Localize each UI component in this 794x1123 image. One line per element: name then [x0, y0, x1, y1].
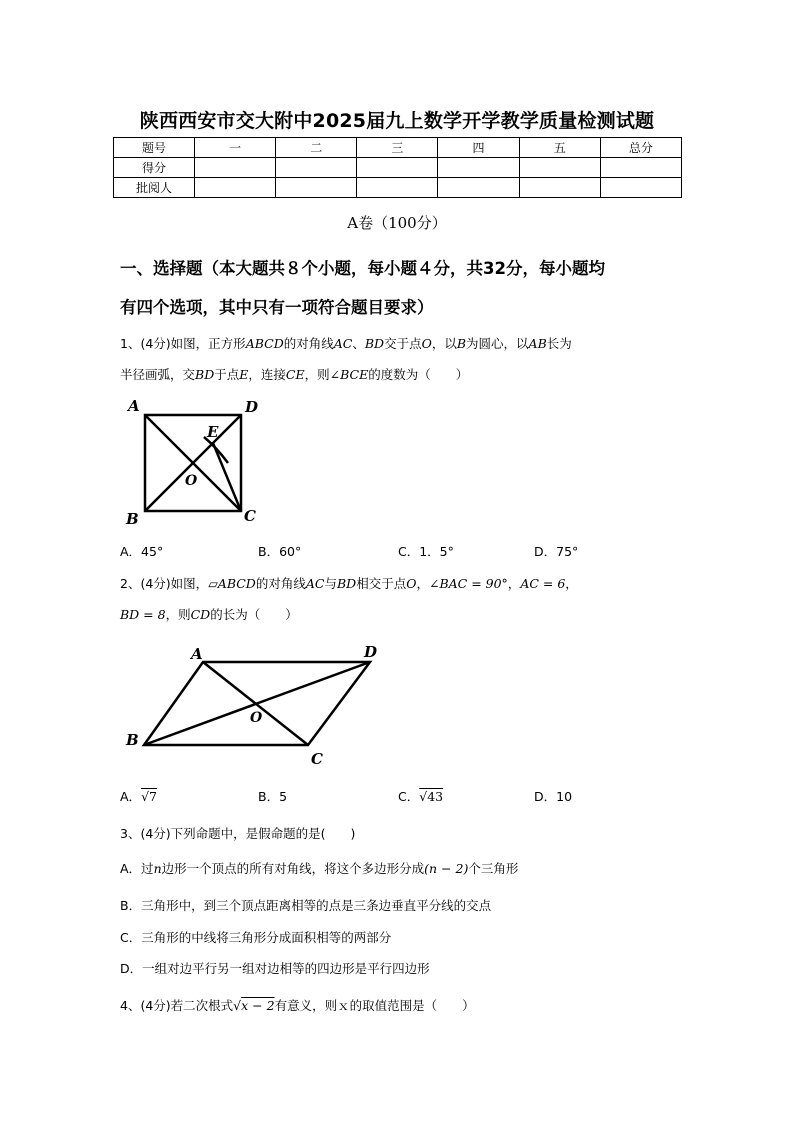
math: O [421, 336, 432, 351]
math: ▱ABCD [208, 576, 256, 591]
score-table-row [114, 158, 682, 178]
q3-option-d[interactable]: D．一组对边平行另一组对边相等的四边形是平行四边形 [120, 961, 430, 976]
q3-option-c[interactable]: C．三角形的中线将三角形分成面积相等的两部分 [120, 930, 392, 945]
text: 边形一个顶点的所有对角线，将这个多边形分成 [161, 861, 425, 876]
text: 的对角线 [255, 576, 306, 591]
q1-option-d[interactable]: D．75° [534, 544, 579, 559]
q3-option-b[interactable]: B．三角形中，到三个顶点距离相等的点是三条边垂直平分线的交点 [120, 898, 492, 913]
section-a-heading: A卷（100分） [347, 214, 447, 232]
score-cell [438, 158, 519, 178]
text: 的对角线 [283, 336, 334, 351]
text: ， [416, 576, 429, 591]
segment-ce [213, 443, 241, 511]
score-cell [276, 158, 357, 178]
text: 个三角形 [468, 861, 519, 876]
math: E [239, 367, 249, 382]
math: n [153, 861, 162, 876]
q2-parallelogram-figure [118, 640, 388, 770]
q4-stem [120, 996, 690, 1014]
q1-option-b[interactable]: B．60° [258, 544, 302, 559]
text: A． [120, 789, 142, 804]
q2-number: 2、(4分) [120, 576, 171, 591]
math: √43 [419, 789, 444, 804]
text: ， [565, 576, 578, 591]
text: A．过 [120, 861, 154, 876]
q1-square-figure [118, 393, 268, 530]
text: 如图，正方形 [170, 336, 246, 351]
text: 交于点 [384, 336, 422, 351]
q1-option-c[interactable]: C．1．5° [398, 544, 454, 559]
score-cell [519, 158, 600, 178]
score-cell [357, 178, 438, 198]
score-header-cell: 一 [195, 138, 276, 158]
math: BD [195, 367, 215, 382]
score-header-cell: 题号 [114, 138, 195, 158]
math: (n − 2) [424, 861, 469, 876]
math: CD [190, 607, 211, 622]
q3-option-a[interactable] [120, 859, 690, 877]
q2-option-d[interactable]: D．10 [534, 789, 573, 804]
score-header-cell: 三 [357, 138, 438, 158]
label-o: O [250, 710, 263, 726]
q3-stem: 3、(4分)下列命题中，是假命题的是( ) [120, 826, 356, 841]
q1-number: 1、(4分) [120, 336, 171, 351]
label-a: A [191, 645, 203, 663]
text: ，以 [431, 336, 457, 351]
text: ，连接 [248, 367, 286, 382]
math: AB [528, 336, 547, 351]
math: x − 2 [241, 998, 275, 1013]
math: B [456, 336, 467, 351]
score-table-header-row [114, 138, 682, 158]
math: CE [285, 367, 305, 382]
math: AC [305, 576, 325, 591]
text: ，则 [165, 607, 191, 622]
score-cell [357, 158, 438, 178]
label-e: E [207, 423, 219, 441]
exam-title: 陕西西安市交大附中2025届九上数学开学教学质量检测试题 [139, 110, 655, 132]
q2-option-b[interactable]: B．5 [258, 789, 288, 804]
text: 相交于点 [356, 576, 407, 591]
score-header-cell: 二 [276, 138, 357, 158]
score-table-row [114, 178, 682, 198]
score-row-label: 批阅人 [114, 178, 195, 198]
math: ∠BAC = 90° [428, 576, 508, 591]
score-table [113, 137, 682, 198]
label-b: B [126, 510, 139, 528]
text: C． [398, 789, 420, 804]
q1-line1 [120, 334, 690, 352]
text: 有意义，则ｘ的取值范围是（ ） [274, 998, 475, 1013]
score-cell [195, 158, 276, 178]
score-cell [438, 178, 519, 198]
math: AC [333, 336, 353, 351]
text: 于点 [214, 367, 240, 382]
q2-line2 [120, 605, 690, 623]
text: 的度数为（ ） [368, 367, 469, 382]
math: ∠BCE [329, 367, 369, 382]
text: 半径画弧，交 [120, 367, 196, 382]
math: O [406, 576, 417, 591]
text: 4、(4分)若二次根式 [120, 998, 234, 1013]
math: ABCD [245, 336, 284, 351]
label-b: B [126, 731, 139, 749]
score-cell [276, 178, 357, 198]
label-d: D [364, 643, 378, 661]
q1-line2 [120, 365, 690, 383]
label-o: O [185, 473, 198, 489]
q2-line1 [120, 574, 690, 592]
part1-title-line2: 有四个选项，其中只有一项符合题目要求） [120, 298, 434, 317]
text: 为圆心，以 [466, 336, 529, 351]
score-header-cell: 五 [519, 138, 600, 158]
q2-option-c[interactable] [398, 787, 443, 805]
score-row-label: 得分 [114, 158, 195, 178]
text: ，则 [304, 367, 330, 382]
text: 、 [352, 336, 365, 351]
math: BD = 8 [120, 607, 166, 622]
math: AC = 6 [520, 576, 566, 591]
text: 与 [324, 576, 337, 591]
score-cell [600, 158, 681, 178]
diagonal-bd [144, 662, 370, 745]
text: 如图， [170, 576, 209, 591]
q1-option-a[interactable]: A．45° [120, 544, 164, 559]
score-cell [600, 178, 681, 198]
label-d: D [245, 398, 259, 416]
score-header-cell: 总分 [600, 138, 681, 158]
score-cell [195, 178, 276, 198]
label-a: A [128, 397, 140, 415]
score-header-cell: 四 [438, 138, 519, 158]
math: √7 [141, 789, 157, 804]
score-cell [519, 178, 600, 198]
math: BD [364, 336, 385, 351]
sqrt-symbol: √ [233, 998, 242, 1013]
text: 的长为（ ） [210, 607, 298, 622]
text: 长为 [546, 336, 572, 351]
part1-title-line1: 一、选择题（本大题共８个小题，每小题４分，共32分，每小题均 [120, 259, 605, 278]
q2-option-a[interactable] [120, 787, 157, 805]
math: BD [336, 576, 357, 591]
label-c: C [244, 507, 256, 525]
label-c: C [311, 750, 323, 768]
text: ， [507, 576, 521, 591]
